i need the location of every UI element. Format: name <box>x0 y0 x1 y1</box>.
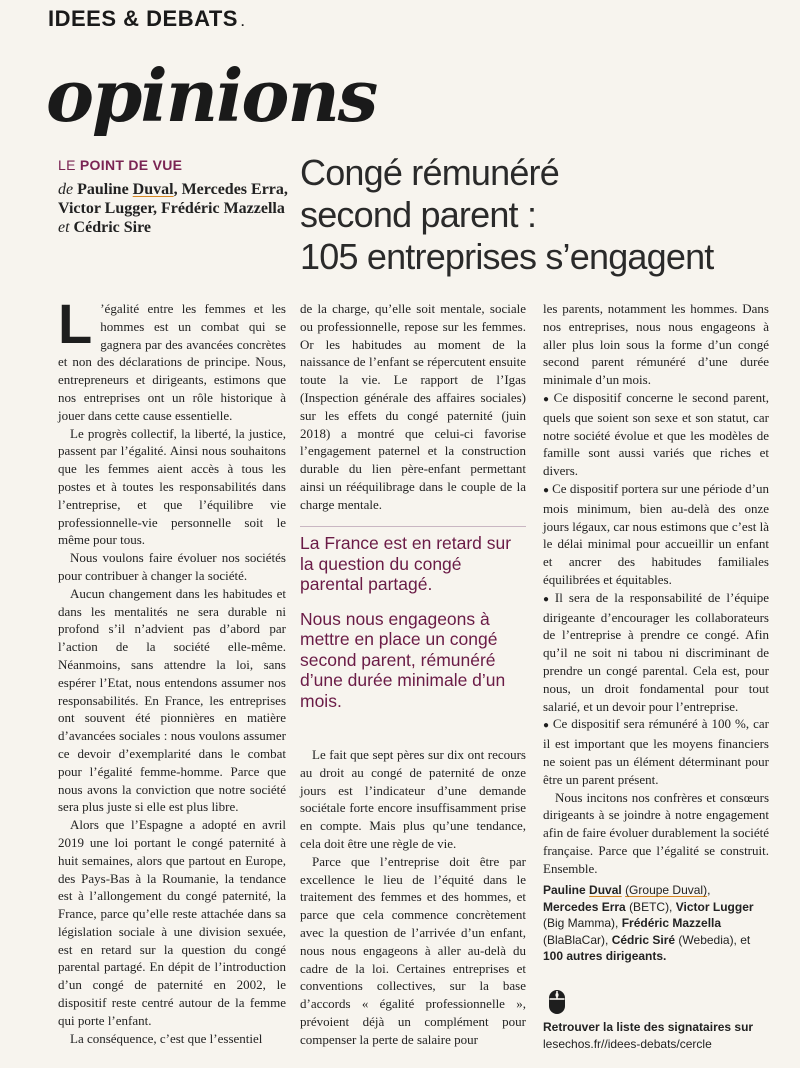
paragraph: Alors que l’Espagne a adopté en avril 2019 une loi portant le congé paternité à huit semaines, alors que partout en Europe, des Pays-Bas à la Roumanie, la tendance est à l’allongement du congé paternité, la France, parce qu’elle reste attachée dans sa législation sociale à une division sexuée, est en retard sur la question du congé parental partagé. En dépit de l’introduction d’un congé de paternité en 2002, le dispositif reste centré autour de la femme qui porte l’enfant. <box>58 817 286 1028</box>
section-header <box>48 6 245 32</box>
signatory-name: Mercedes Erra <box>543 899 626 914</box>
signatory-others: 100 autres dirigeants. <box>543 949 667 963</box>
byline-name-3: Cédric Sire <box>73 219 152 236</box>
bullet-item: ● Ce dispositif sera rémunéré à 100 %, car il est important que les moyens financiers ne soient pas un élément déterminant pour être un parent présent. <box>543 716 769 787</box>
drop-cap: L <box>58 292 93 355</box>
rubric-title: opinions <box>46 53 377 138</box>
paragraph: de la charge, qu’elle soit mentale, sociale ou professionnelle, repose sur les femmes. Or les habitudes au moment de la naissance de l’enfant se répercutent ensuite toute la vie. Le rapport de l’Igas (Inspection générale des affaires sociales) sur les effets du congé paternité (juin 2018) a montré que celui-ci favorise l’engagement paternel et la construction durable du lien père-enfant permettant ainsi un rééquilibrage dans le couple de la charge mentale. <box>300 301 526 512</box>
kicker-label: POINT DE VUE <box>79 157 183 173</box>
pull-quote-text: Nous nous engageons à mettre en place un congé second parent, rémunéré d’une durée minimale d’un mois. <box>300 608 506 711</box>
bullet-icon: ● <box>543 484 550 496</box>
signatory-name: Frédéric Mazzella <box>621 916 722 930</box>
article-headline <box>300 152 770 278</box>
column-2-continued <box>300 746 526 1049</box>
headline-line: Congé rémunéré <box>300 152 559 193</box>
byline-sep: , <box>173 181 178 198</box>
byline <box>58 180 288 237</box>
signatory-org: (BETC), <box>629 899 673 914</box>
column-3 <box>543 300 769 878</box>
byline-de: de <box>58 181 74 198</box>
signatory-org: (Groupe Duval) <box>625 883 708 897</box>
paragraph: L ’égalité entre les femmes et les hommes est un combat qui se gagnera par des avancées concrètes et non des déclarations de principe. Nous, entrepreneurs et dirigeants, estimons que nos entreprises ont un rôle historique à jouer dans cette cause essentielle. <box>58 292 286 423</box>
pull-quote-text: La France est en retard sur la question du congé parental partagé. <box>300 533 512 594</box>
column-2 <box>300 300 526 514</box>
signatories-link-block <box>543 1019 783 1052</box>
signatories-link-label: Retrouver la liste des signataires sur <box>543 1020 754 1034</box>
paragraph: Nous voulons faire évoluer nos sociétés pour contribuer à changer la société. <box>58 550 286 583</box>
bullet-icon: ● <box>543 593 552 605</box>
headline-line: second parent : <box>300 194 537 235</box>
section-mark: . <box>240 15 245 29</box>
signatories-link-url[interactable]: lesechos.fr//idees-debats/cercle <box>543 1036 712 1051</box>
paragraph: La conséquence, c’est que l’essentiel <box>70 1030 263 1046</box>
signatory-name: Pauline <box>543 883 586 897</box>
signatory-org: (BlaBlaCar), <box>543 932 609 947</box>
column-1 <box>58 292 286 1047</box>
paragraph: Nous incitons nos confrères et consœurs dirigeants à se joindre à notre engagement afin de faire évoluer durablement la société française. Parce que l’égalité se construit. Ensemble. <box>543 789 769 876</box>
byline-et: et <box>58 219 70 236</box>
paragraph: les parents, notamment les hommes. Dans nos entreprises, nous nous engageons à aller plus loin sous la forme d’un congé second parent rémunéré d’une durée minimale d’un mois. <box>543 301 769 388</box>
byline-names-2: Mercedes Erra, Victor Lugger, Frédéric Mazzella <box>58 181 288 217</box>
paragraph: Parce que l’entreprise doit être par excellence le lieu de l’équité dans le traitement des femmes et des hommes, et parce que cela commence concrètement avec la question de l’arrivée d’un enfant, nous nous engageons à aller au-delà du cadre de la loi. Certaines entreprises et conventions collectives, sur la base d’accords « égalité professionnelle », prévoient déjà un complément pour compenser la perte de salaire pour <box>300 853 526 1047</box>
kicker-prefix: LE <box>58 157 80 173</box>
mouse-icon <box>546 989 568 1015</box>
paragraph: Aucun changement dans les habitudes et dans les mentalités ne sera durable ni profond s’il n’advient pas d’abord par l’action de la société elle-même. Néanmoins, sans attendre la loi, sans espérer l’Etat, nous entendons assumer nos responsabilités. En France, les entreprises ont souvent été pionnières en matière d’avancées sociales : nous voulons assumer ce devoir d’exemplarité dans le combat pour l’égalité femme-homme. Parce que nous avons la conviction que notre société sera plus juste si elle est plus libre. <box>58 585 286 815</box>
signatory-name: Victor Lugger <box>675 899 754 914</box>
pull-quote <box>300 526 526 725</box>
kicker <box>58 157 182 173</box>
bullet-item: ● Ce dispositif portera sur une période d’un mois minimum, bien au-delà des onze jours légaux, car nous estimons que c’est là le délai minimal pour accueillir un enfant et ancrer des habitudes familiales équilibrées et équitables. <box>543 480 769 587</box>
headline-line: 105 entreprises s’engagent <box>300 236 714 277</box>
paragraph: Le fait que sept pères sur dix ont recours au droit au congé de paternité de onze jours est l’indicateur d’une demande sociétale forte encore insuffisamment prise en compte. Mais plus qu’une tendance, cela doit être une règle de vie. <box>300 747 526 851</box>
signatories: Pauline Duval (Groupe Duval), Mercedes Erra (BETC), Victor Lugger (Big Mamma), Frédéric Mazzella (BlaBlaCar), Cédric Siré (Webedia), et 100 autres dirigeants. <box>543 883 754 963</box>
signatory-org: (Big Mamma), <box>543 916 619 930</box>
signatory-name: Cédric Siré <box>611 932 676 947</box>
section-title: IDEES & DEBATS <box>48 6 238 31</box>
bullet-icon: ● <box>543 720 550 732</box>
bullet-item: ● Il sera de la responsabilité de l’équipe dirigeante d’encourager les collaborateurs de l’entreprise à prendre ce congé. Afin qu’il ne soit ni tabou ni discriminant de prendre un congé parental. Cela est, pour nous, un droit fondamental pour tout salarié, et un devoir pour l’entreprise. <box>543 589 770 714</box>
byline-name-1b: Duval <box>132 181 174 198</box>
bullet-icon: ● <box>543 393 551 405</box>
bullet-item: ● Ce dispositif concerne le second parent, quels que soient son sexe et son statut, car notre société évolue et que les modèles de famille sont aussi variés que riches et divers. <box>543 389 769 479</box>
signatory-org: (Webedia), et <box>678 932 751 947</box>
byline-name-1: Pauline <box>77 181 129 198</box>
signatory-name: Duval <box>589 883 622 897</box>
paragraph: Le progrès collectif, la liberté, la justice, passent par l’égalité. Ainsi nous souhaitons que les femmes aient accès à tous les postes et à toutes les responsabilités dans l’entreprise, et que l’équilibre vie professionnelle-vie personnelle soit le même pour tous. <box>58 425 286 548</box>
